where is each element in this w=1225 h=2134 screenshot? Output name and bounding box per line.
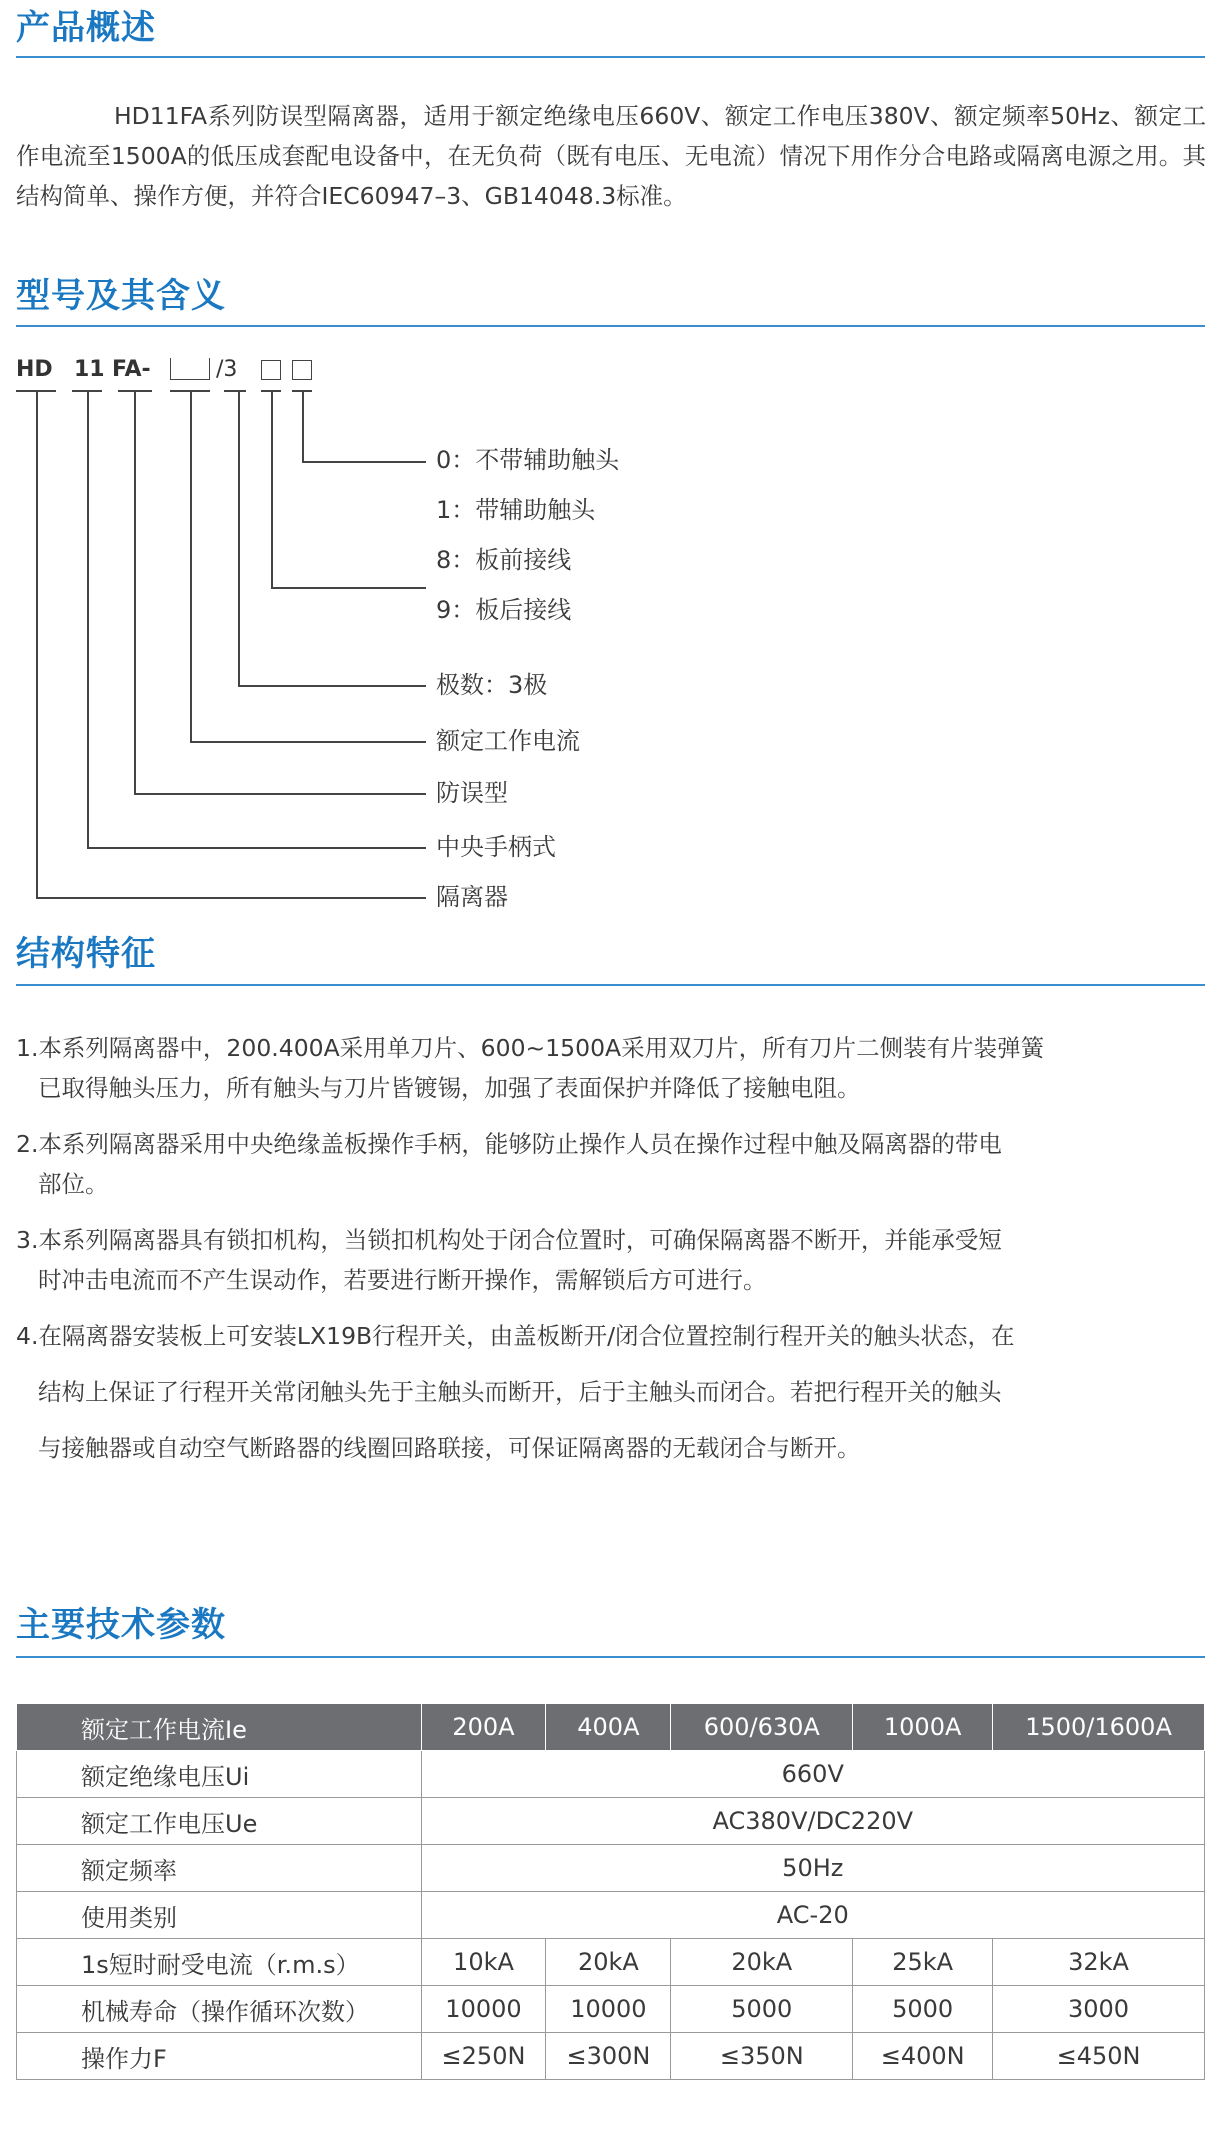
- model-current-box: [170, 358, 210, 380]
- meaning-handle: 中央手柄式: [436, 833, 556, 861]
- table-cell: ≤350N: [671, 2033, 853, 2080]
- table-cell: 20kA: [546, 1939, 671, 1986]
- table-cell: ≤400N: [853, 2033, 993, 2080]
- model-rule: [16, 325, 1205, 327]
- model-code-fa: FA-: [112, 357, 151, 382]
- table-row: [17, 1751, 1205, 1798]
- model-code-slash3: /3: [216, 357, 238, 382]
- meaning-isolator: 隔离器: [436, 883, 508, 911]
- table-cell: 1s短时耐受电流（r.m.s）: [17, 1939, 422, 1986]
- table-cell: 额定工作电压Ue: [17, 1798, 422, 1845]
- feature-item-1: 1.本系列隔离器中，200.400A采用单刀片、600~1500A采用双刀片，所有刀片二侧装有片装弹簧 已取得触头压力，所有触头与刀片皆镀锡，加强了表面保护并降低了接触电阻。: [16, 1034, 1045, 1102]
- model-title: 型号及其含义: [16, 276, 226, 316]
- spec-table: [16, 1703, 1205, 2080]
- meaning-0: 0：不带辅助触头: [436, 446, 620, 474]
- table-header-cell: 200A: [421, 1704, 546, 1751]
- table-row: [17, 1986, 1205, 2033]
- table-row: [17, 2033, 1205, 2080]
- table-cell: ≤450N: [993, 2033, 1205, 2080]
- structure-section: [16, 934, 1206, 974]
- overview-title: 产品概述: [16, 8, 156, 48]
- table-header-cell: 600/630A: [671, 1704, 853, 1751]
- model-diagram: [16, 355, 620, 911]
- table-cell: 额定绝缘电压Ui: [17, 1751, 422, 1798]
- table-cell: 5000: [671, 1986, 853, 2033]
- model-code-11: 11: [74, 357, 105, 382]
- table-header-cell: 额定工作电流Ie: [17, 1704, 422, 1751]
- model-wiring-box: [261, 360, 281, 380]
- table-header-cell: 1500/1600A: [993, 1704, 1205, 1751]
- table-cell: 32kA: [993, 1939, 1205, 1986]
- table-cell: 20kA: [671, 1939, 853, 1986]
- feature-item-4: 4.在隔离器安装板上可安装LX19B行程开关，由盖板断开/闭合位置控制行程开关的触头状态，在 结构上保证了行程开关常闭触头先于主触头而断开，后于主触头而闭合。若把行程开关的触头 与接触器或自动空气断路器的线圈回路联接，可保证隔离器的无载闭合与断开。: [16, 1322, 1015, 1462]
- table-row: [17, 1939, 1205, 1986]
- table-cell: 额定频率: [17, 1845, 422, 1892]
- table-cell: 10kA: [421, 1939, 546, 1986]
- table-cell: 660V: [421, 1751, 1204, 1798]
- meaning-poles: 极数：3极: [436, 671, 548, 699]
- table-cell: 5000: [853, 1986, 993, 2033]
- table-row: [17, 1798, 1205, 1845]
- feature-list: [16, 1028, 1206, 1468]
- model-section: [16, 276, 1206, 316]
- table-cell: AC-20: [421, 1892, 1204, 1939]
- feature-item-2: 2.本系列隔离器采用中央绝缘盖板操作手柄，能够防止操作人员在操作过程中触及隔离器的带电 部位。: [16, 1130, 1002, 1198]
- structure-rule: [16, 984, 1205, 986]
- overview-rule: [16, 56, 1205, 58]
- params-title: 主要技术参数: [16, 1605, 226, 1645]
- meaning-8: 8：板前接线: [436, 546, 572, 574]
- table-cell: 3000: [993, 1986, 1205, 2033]
- table-cell: 使用类别: [17, 1892, 422, 1939]
- model-aux-box: [292, 360, 312, 380]
- table-cell: 10000: [546, 1986, 671, 2033]
- table-header-cell: 1000A: [853, 1704, 993, 1751]
- table-cell: ≤300N: [546, 2033, 671, 2080]
- table-row: [17, 1892, 1205, 1939]
- table-header-cell: 400A: [546, 1704, 671, 1751]
- meaning-1: 1：带辅助触头: [436, 496, 596, 524]
- meaning-current: 额定工作电流: [436, 727, 580, 755]
- params-section: [16, 1605, 1206, 1645]
- table-row: [17, 1845, 1205, 1892]
- model-code-hd: HD: [16, 357, 53, 382]
- table-cell: 25kA: [853, 1939, 993, 1986]
- structure-title: 结构特征: [16, 934, 156, 974]
- table-cell: 50Hz: [421, 1845, 1204, 1892]
- table-cell: 操作力F: [17, 2033, 422, 2080]
- overview-text: HD11FA系列防误型隔离器，适用于额定绝缘电压660V、额定工作电压380V、额定频率50Hz、额定工作电流至1500A的低压成套配电设备中，在无负荷（既有电压、无电流）情况下用作分合电路或隔离电源之用。其结构简单、操作方便，并符合IEC60947–3、GB14048.3标准。: [16, 102, 1206, 210]
- table-cell: 10000: [421, 1986, 546, 2033]
- table-cell: ≤250N: [421, 2033, 546, 2080]
- table-cell: AC380V/DC220V: [421, 1798, 1204, 1845]
- feature-item-3: 3.本系列隔离器具有锁扣机构，当锁扣机构处于闭合位置时，可确保隔离器不断开，并能承受短 时冲击电流而不产生误动作，若要进行断开操作，需解锁后方可进行。: [16, 1226, 1002, 1294]
- meaning-9: 9：板后接线: [436, 596, 572, 624]
- meaning-anti-error: 防误型: [436, 779, 508, 807]
- table-cell: 机械寿命（操作循环次数）: [17, 1986, 422, 2033]
- table-header-row: [17, 1704, 1205, 1751]
- overview-section: [16, 8, 1206, 48]
- params-rule: [16, 1656, 1205, 1658]
